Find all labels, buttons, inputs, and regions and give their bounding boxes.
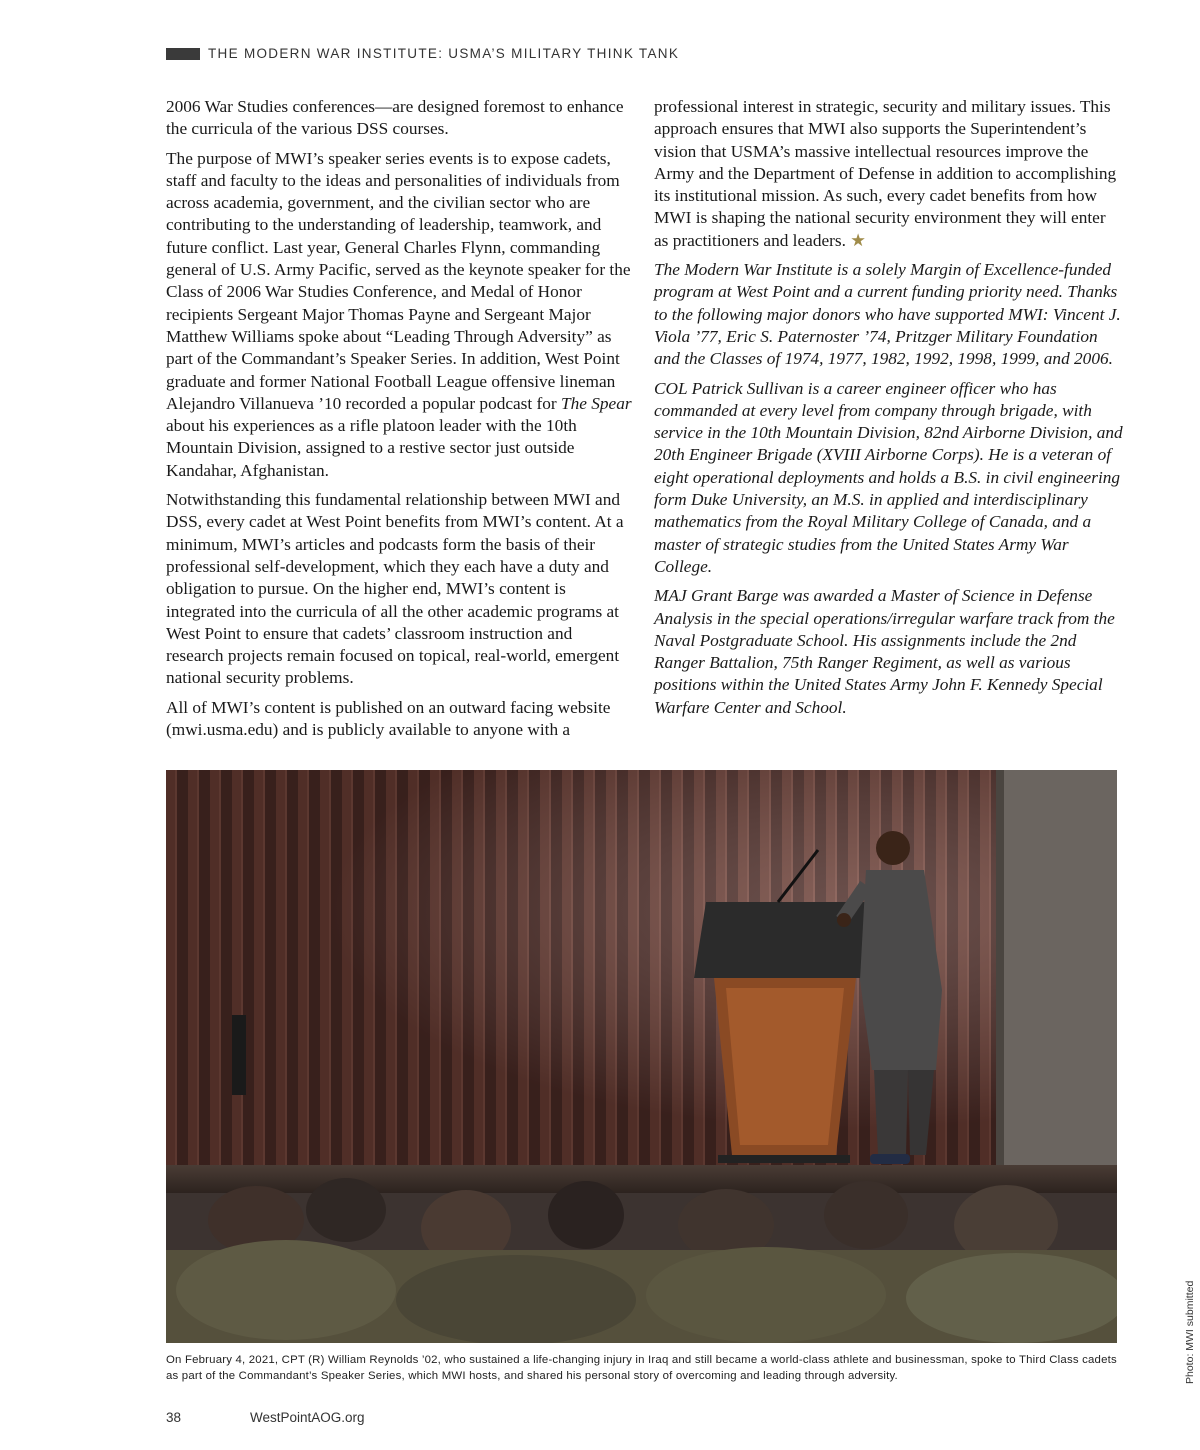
photo-caption: On February 4, 2021, CPT (R) William Reynolds ’02, who sustained a life-changing injury in Iraq and still became a world-class athlete and businessman, spoke to Third Class cadets as part of the Commandant’s Speaker Series, which MWI hosts, and shared his personal story of overcoming and leading through adversity. [166, 1354, 1117, 1382]
text-run: professional interest in strategic, security and military issues. This approach ensures that MWI also supports the Superintendent’s vision that USMA’s massive intellectual resources improve the Army and the Department of Defense in addition to accomplishing its institutional mission. As such, every cadet benefits from how MWI is shaping the national security environment they will enter as practitioners and leaders. [654, 97, 1117, 250]
left-column [166, 96, 634, 748]
podcast-title: The Spear [561, 393, 632, 413]
header-bar [166, 48, 200, 60]
star-icon: ★ [850, 230, 866, 250]
funding-note: The Modern War Institute is a solely Margin of Excellence-funded program at West Point and a current funding priority need. Thanks to the following major donors who have supported MWI: Vincent J. Viola ’77, Eric S. Paternoster ’74, Pritzger Military Foundation and the Classes of 1974, 1977, 1982, 1992, 1998, 1999, and 2006. [654, 260, 1121, 369]
paragraph: Notwithstanding this fundamental relationship between MWI and DSS, every cadet at West Point benefits from MWI’s content. At a minimum, MWI’s articles and podcasts form the basis of their professional self-development, which they each have a duty and obligation to pursue. On the higher end, MWI’s content is integrated into the curricula of all the other academic programs at West Point to ensure that cadets’ classroom instruction and research projects remain focused on topical, real-world, emergent national security problems. [166, 490, 624, 688]
photo-credit: Photo: MWI submitted [1184, 1280, 1196, 1384]
text-run: about his experiences as a rifle platoon leader with the 10th Mountain Division, assigned to a restive sector just outside Kandahar, Afghanistan. [166, 416, 577, 480]
author-bio-sullivan: COL Patrick Sullivan is a career engineer officer who has commanded at every level from company through brigade, with service in the 10th Mountain Division, 82nd Airborne Division, and 20th Engineer Brigade (XVIII Airborne Corps). He is a veteran of eight operational deployments and holds a B.S. in civil engineering form Duke University, an M.S. in applied and interdisciplinary mathematics from the Royal Military College of Canada, and a master of strategic studies from the United States Army War College. [654, 378, 1123, 576]
author-bio-barge: MAJ Grant Barge was awarded a Master of Science in Defense Analysis in the special operations/irregular warfare track from the Naval Postgraduate School. His assignments include the 2nd Ranger Battalion, 75th Ranger Regiment, as well as various positions within the United States Army John F. Kennedy Special Warfare Center and School. [654, 586, 1115, 717]
footer-site: WestPointAOG.org [250, 1410, 365, 1425]
header-title: THE MODERN WAR INSTITUTE: USMA’S MILITARY THINK TANK [208, 46, 680, 61]
running-header [166, 46, 679, 61]
paragraph: 2006 War Studies conferences—are designed foremost to enhance the curricula of the various DSS courses. [166, 97, 624, 139]
speaker-photo-illustration [166, 770, 1117, 1343]
speaker-photo [166, 770, 1117, 1343]
paragraph: All of MWI’s content is published on an outward facing website (mwi.usma.edu) and is publicly available to anyone with a [166, 697, 611, 740]
text-run: The purpose of MWI’s speaker series events is to expose cadets, staff and faculty to the ideas and personalities of individuals from across academia, government, and the civilian sector who are contributing to the understanding of leadership, teamwork, and future conflict. Last year, General Charles Flynn, commanding general of U.S. Army Pacific, served as the keynote speaker for the Class of 2006 War Studies Conference, and Medal of Honor recipients Sergeant Major Thomas Payne and Sergeant Major Matthew Williams spoke about “Leading Through Adversity” as part of the Commandant’s Speaker Series. In addition, West Point graduate and former National Football League offensive lineman Alejandro Villanueva ’10 recorded a popular podcast for [166, 148, 631, 413]
right-column [654, 96, 1124, 726]
page-number: 38 [166, 1410, 182, 1425]
paragraph-closing [654, 96, 1124, 252]
paragraph-speaker-series [166, 148, 634, 482]
